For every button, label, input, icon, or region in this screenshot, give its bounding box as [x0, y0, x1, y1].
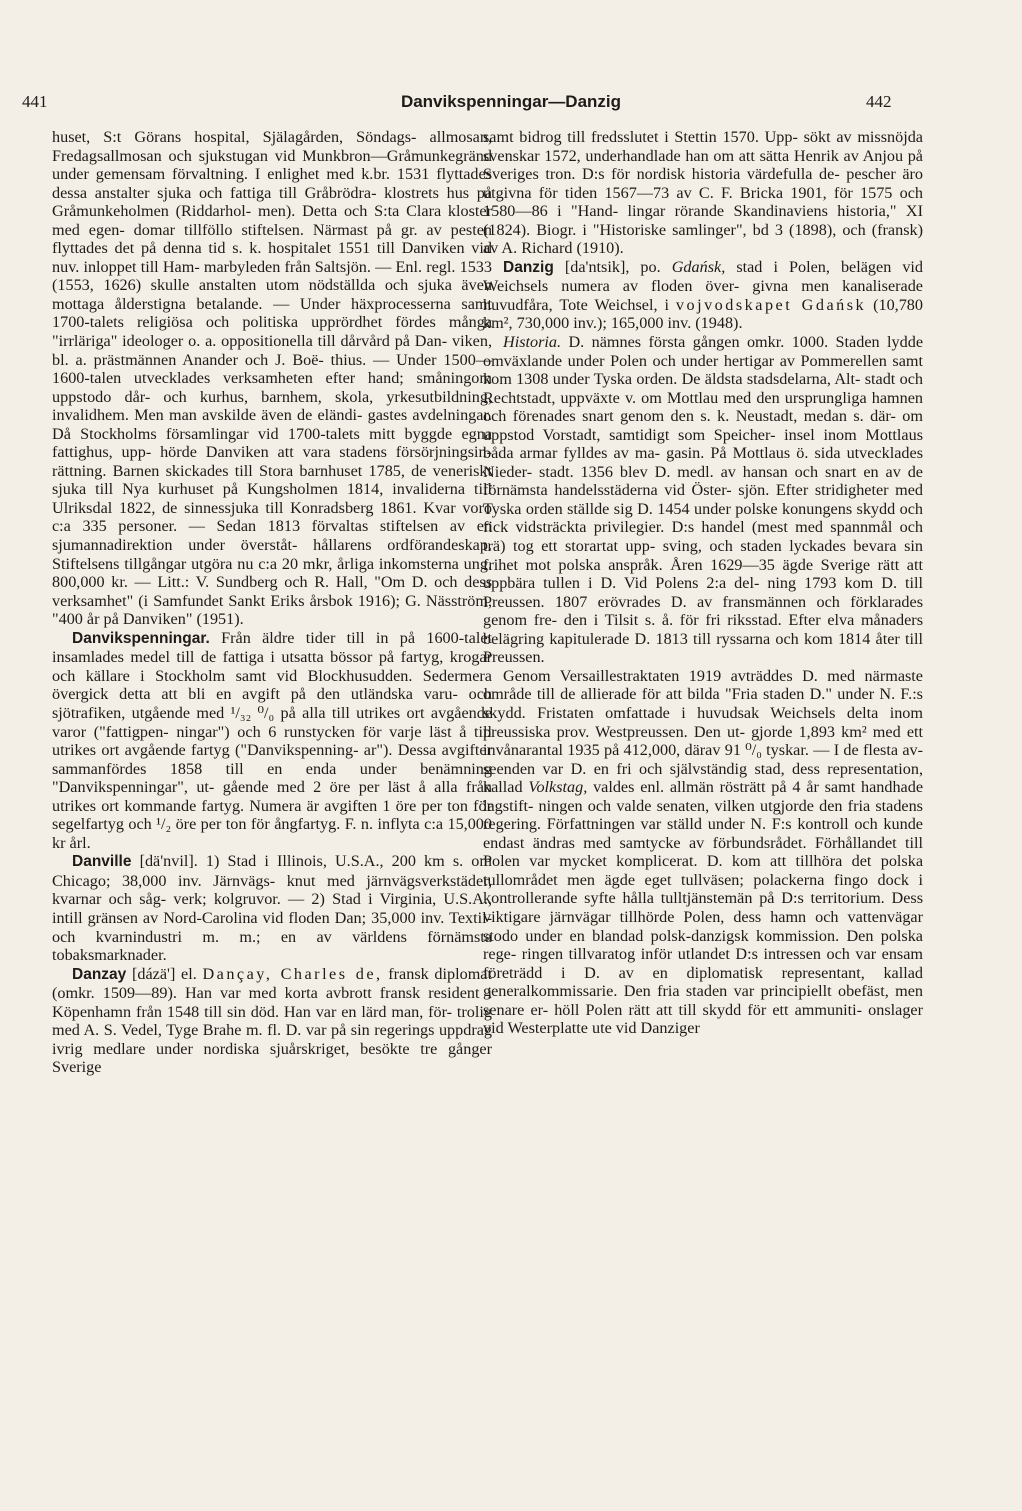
danzig-text-2: (10,780 km², 730,000 inv.); 165,000 inv. (1948).	[483, 295, 923, 333]
danzay-text-1: [dázä'] el.	[131, 964, 197, 983]
headword-danzig: Danzig	[503, 258, 554, 276]
page-number-left: 441	[22, 92, 48, 111]
danzig-pronunciation: [da'ntsik], po.	[564, 257, 661, 276]
historia-paragraph-2	[483, 667, 923, 1038]
page-number-right: 442	[866, 92, 892, 111]
danzig-text-1: stad i Polen, belägen vid Weichsels numera av floden över- givna men kanaliserade huvudfåra, Tote Weichsel, i	[483, 257, 924, 314]
danzay-text-2: fransk diplomat (omkr. 1509—89). Han var med korta avbrott fransk resident i Köpenhamn från 1548 till sin död. Han var en lärd man, för- trolig med A. S. Vedel, Tyge Brahe m. fl. D. var på sin regerings uppdrag ivrig medlare under nordiska sjuårskriget, besökte tre gånger Sverige	[52, 964, 492, 1077]
subheading-historia: Historia.	[503, 333, 562, 352]
entry-danville	[52, 852, 492, 964]
entry-danzay	[52, 965, 492, 1077]
danviken-continuation: huset, S:t Görans hospital, Själagården, Söndags- allmosan, Fredagsallmosan och sjukstugan vid Munkbron—Gråmunkegränd under gemensam förvaltning. I enlighet med k.br. 1531 flyttades dessa anstalter sjuka och fattiga till Gråbrödra- klostrets hus på Gråmunkeholmen (Riddarhol- men). Detta och S:ta Clara kloster med egen- domar tillföllo stiftelsen. Närmast på gr. av pesten flyttades det på denna tid s. k. hospitalet 1551 till Danviken vid nuv. inloppet till Ham- marbyleden från Saltsjön. — Enl. regl. 1533 (1553, 1626) skulle anstalten utom nödställda och sjuka även mottaga ålderstigna betalande. — Under häxprocesserna samt 1700-talets religiösa och politiska upprördhet fördes många "irrläriga" ideologer o. a. oppositionella till dårvård på Dan- viken, bl. a. prästmännen Anander och J. Boë- thius. — Under 1500—1600-talen utvecklades verksamheten efter hand; småningom uppstodo dår- och kurhus, barnhem, skola, yrkesutbildning, invalidhem. Men man avskilde även de eländi- gastes avdelningar. Då Stockholms församlingar vid 1700-talets mitt byggde egna fattighus, upp- hörde Danviken att vara stadens försörjningsin- rättning. Barnen skickades till Stora barnhuset 1785, de veneriskt sjuka till Nya kurhuset på Kungsholmen 1814, invaliderna till Ulriksdal 1822, de sinnessjuka till Konradsberg 1861. Kvar voro c:a 335 personer. — Sedan 1813 förvaltas stiftelsen av en sjumannadirektion under överståt- hållarens ordförandeskap. Stiftelsens tillgångar utgöra nu c:a 20 mkr, årliga inkomsterna ung. 800,000 kr. — Litt.: V. Sundberg och R. Hall, "Om D. och dess verksamhet" (i Samfundet Sankt Eriks årsbok 1916); G. Näsström, "400 år på Danviken" (1951).	[52, 128, 492, 629]
section-historia	[483, 333, 923, 667]
danzig-polish-name: Gdańsk,	[671, 257, 726, 276]
danvikspenningar-text: Från äldre tider till in på 1600-talet insamlades medel till de fattiga i utsatta bössor på fartyg, krogar och källare i Stockholm samt vid Blockhusudden. Sedermera övergick detta att bli en avgift på den utländska varu- och sjötrafiken, utgående med ¹/₃₂ ⁰/₀ på alla till utrikes ort avgående varor ("fattigpen- ningar") och 6 runstycken för varje läst å till utrikes ort avgående fartyg ("Danvikspenning- ar"). Dessa avgifter sammanfördes 1858 till en enda under benämning "Danvikspenningar", ut- gående med 2 öre per läst å alla från utrikes ort kommande fartyg. Numera är avgiften 1 öre per ton för segelfartyg och ¹/₂ öre per ton för ångfartyg. F. n. inflyta c:a 15,000 kr årl.	[52, 628, 492, 852]
danzig-voivodeship: vojvodskapet Gdańsk	[675, 295, 867, 314]
danzay-continuation: samt bidrog till fredsslutet i Stettin 1570. Upp- sökt av missnöjda svenskar 1572, underhandlade han om att sätta Henrik av Anjou på Sveriges tron. D:s för nordisk historia värdefulla de- pescher äro utgivna för tiden 1567—73 av C. F. Bricka 1901, för 1575 och 1580—86 i "Hand- lingar rörande Skandinaviens historia," XI (1824). Biogr. i "Historiske samlinger", bd 3 (1898), och (fransk) av A. Richard (1910).	[483, 128, 923, 258]
running-header: Danvikspenningar—Danzig	[400, 92, 622, 111]
danville-text: [dä'nvil]. 1) Stad i Illinois, U.S.A., 200 km s. om Chicago; 38,000 inv. Järnvägs- knut med järnvägsverkstäder, kvarnar och såg- verk; kolgruvor. — 2) Stad i Virginia, U.S.A., intill gränsen av Nord-Carolina vid floden Dan; 35,000 inv. Textil- och kvarnindustri m. m.; en av världens förnämsta tobaksmarknader.	[52, 852, 492, 965]
danzay-name: Dançay, Charles de,	[202, 964, 383, 983]
entry-danvikspenningar	[52, 629, 492, 853]
left-column	[52, 128, 492, 1077]
historia-text-1: D. nämnes första gången omkr. 1000. Staden lydde omväxlande under Polen och under hertigar av Pommerellen samt kom 1308 under Tyska orden. De äldsta stadsdelarna, Alt- stadt och Rechtstadt, uppväxte v. om Mottlau med den ursprungliga hamnen och förenades snart genom den s. k. Neustadt, medan s. där- om uppstod Vorstadt, samtidigt som Speicher- insel inom Mottlaus båda armar fylldes av ma- gasin. På Mottlaus ö. sida utvecklades Nieder- stadt. 1356 blev D. medl. av hansan och snart en av de förnämsta handelsstäderna vid Öster- sjön. Efter stridigheter med Tyska orden ställde sig D. 1454 under polske konungens skydd och fick vidsträckta privilegier. D:s handel (mest med spannmål och trä) tog ett storartat upp- sving, och staden lyckades bevara sin frihet mot polska anspråk. Åren 1629—35 ägde Sverige rätt att uppbära tullen i D. Vid Polens 2:a del- ning 1793 kom D. till Preussen. 1807 erövrades D. av fransmännen och förklarades genom fre- den i Tilsit s. å. för fri riksstad. Efter elva månaders belägring kapitulerade D. 1813 till ryssarna och kom 1814 åter till Preussen.	[483, 333, 923, 667]
historia-text-2b: valdes enl. allmän rösträtt på 4 år samt handhade lagstift- ningen och valde senaten, vilken utgjorde den fria stadens regering. Författningen var ställd under N. F:s kontroll och kunde endast ändras med samtycke av förbundsrådet. Förhållandet till Polen var mycket komplicerat. D. kom att tillhöra det polska tullområdet men ägde eget tullväsen; polackerna fingo dock i kontrollerande syfte hålla tulltjänstemän på D:s territorium. Dess viktigare järnvägar tillhörde Polen, dess hamn och vattenvägar stodo under en blandad polsk-danzigsk kommission. Den polska rege- ringen tillvaratog inför utlandet D:s intressen och var ensam företrädd i D. av en diplomatisk representant, kallad generalkommissarie. Den fria staden var principiellt obefäst, men senare er- höll Polen rätt att till skydd för ett ammuniti- onslager vid Westerplatte ute vid Danziger	[483, 778, 924, 1038]
right-column	[483, 128, 923, 1038]
term-volkstag: Volkstag,	[528, 778, 588, 797]
historia-text-2a: Genom Versaillestraktaten 1919 avträddes D. med närmaste område till de allierade för att bilda "Fria staden D." under N. F.:s skydd. Fristaten omfattade i huvudsak Weichsels delta inom preussiska prov. Westpreussen. Den ut- gjorde 1,893 km² med ett invånarantal 1935 på 412,000, därav 91 ⁰/₀ tyskar. — I de flesta av- seenden var D. en fri och självständig stad, dess representation, kallad	[483, 666, 923, 797]
entry-danzig	[483, 258, 923, 333]
headword-danzay: Danzay	[72, 965, 127, 983]
headword-danville: Danville	[72, 853, 132, 871]
headword-danvikspenningar: Danvikspenningar.	[72, 629, 210, 647]
